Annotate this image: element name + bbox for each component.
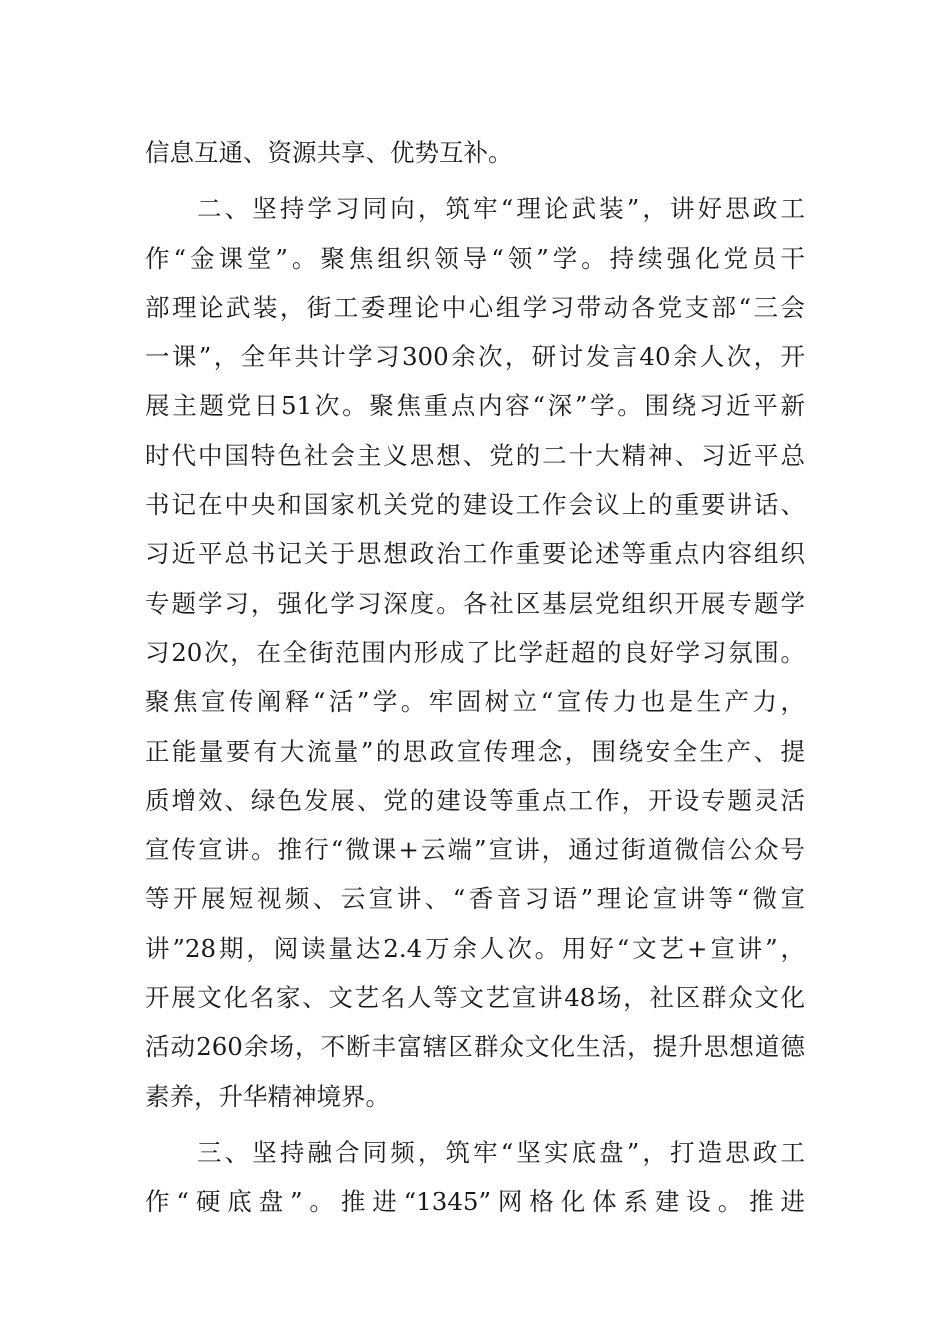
paragraph-2-line: 质增效、绿色发展、党的建设等重点工作，开设专题灵活 xyxy=(145,785,805,815)
paragraph-2-line: 习近平总书记关于思想政治工作重要论述等重点内容组织 xyxy=(145,539,805,569)
paragraph-2-line: 部理论武装，街工委理论中心组学习带动各党支部“三会 xyxy=(145,292,805,322)
paragraph-2-line: 二、坚持学习同向，筑牢“理论武装”，讲好思政工 xyxy=(197,194,805,224)
paragraph-2-line: 专题学习，强化学习深度。各社区基层党组织开展专题学 xyxy=(145,588,805,618)
paragraph-2-line: 正能量要有大流量”的思政宣传理念，围绕安全生产、提 xyxy=(145,736,805,766)
paragraph-3-line: 三、坚持融合同频，筑牢“坚实底盘”，打造思政工 xyxy=(197,1137,805,1167)
paragraph-2-line: 习20次，在全街范围内形成了比学赶超的良好学习氛围。 xyxy=(145,637,805,667)
paragraph-gap xyxy=(145,1121,805,1128)
paragraph-2-line: 宣传宣讲。推行“微课+云端”宣讲，通过街道微信公众号 xyxy=(145,835,805,865)
paragraph-2-line: 时代中国特色社会主义思想、党的二十大精神、习近平总 xyxy=(145,440,805,470)
paragraph-2-line: 开展文化名家、文艺名人等文艺宣讲48场，社区群众文化 xyxy=(145,983,805,1013)
paragraph-3-line: 作“硬底盘”。推进“1345”网格化体系建设。推进 xyxy=(145,1187,805,1217)
paragraph-2-line: 作“金课堂”。聚焦组织领导“领”学。持续强化党员干 xyxy=(145,243,805,273)
paragraph-gap xyxy=(145,177,805,184)
paragraph-2-line: 等开展短视频、云宣讲、“香音习语”理论宣讲等“微宣 xyxy=(145,884,805,914)
paragraph-1-line: 信息互通、资源共享、优势互补。 xyxy=(145,138,513,167)
document-body xyxy=(145,128,805,1227)
paragraph-2-line: 展主题党日51次。聚焦重点内容“深”学。围绕习近平新 xyxy=(145,391,805,421)
paragraph-2-line: 素养，升华精神境界。 xyxy=(145,1081,390,1111)
paragraph-2-line: 聚焦宣传阐释“活”学。牢固树立“宣传力也是生产力， xyxy=(145,687,805,717)
paragraph-2-line: 一课”，全年共计学习300余次，研讨发言40余人次，开 xyxy=(145,342,805,372)
paragraph-2-line: 书记在中央和国家机关党的建设工作会议上的重要讲话、 xyxy=(145,490,805,520)
paragraph-2-line: 活动260余场，不断丰富辖区群众文化生活，提升思想道德 xyxy=(145,1032,805,1062)
paragraph-2-line: 讲”28期，阅读量达2.4万余人次。用好“文艺+宣讲”， xyxy=(145,933,805,963)
